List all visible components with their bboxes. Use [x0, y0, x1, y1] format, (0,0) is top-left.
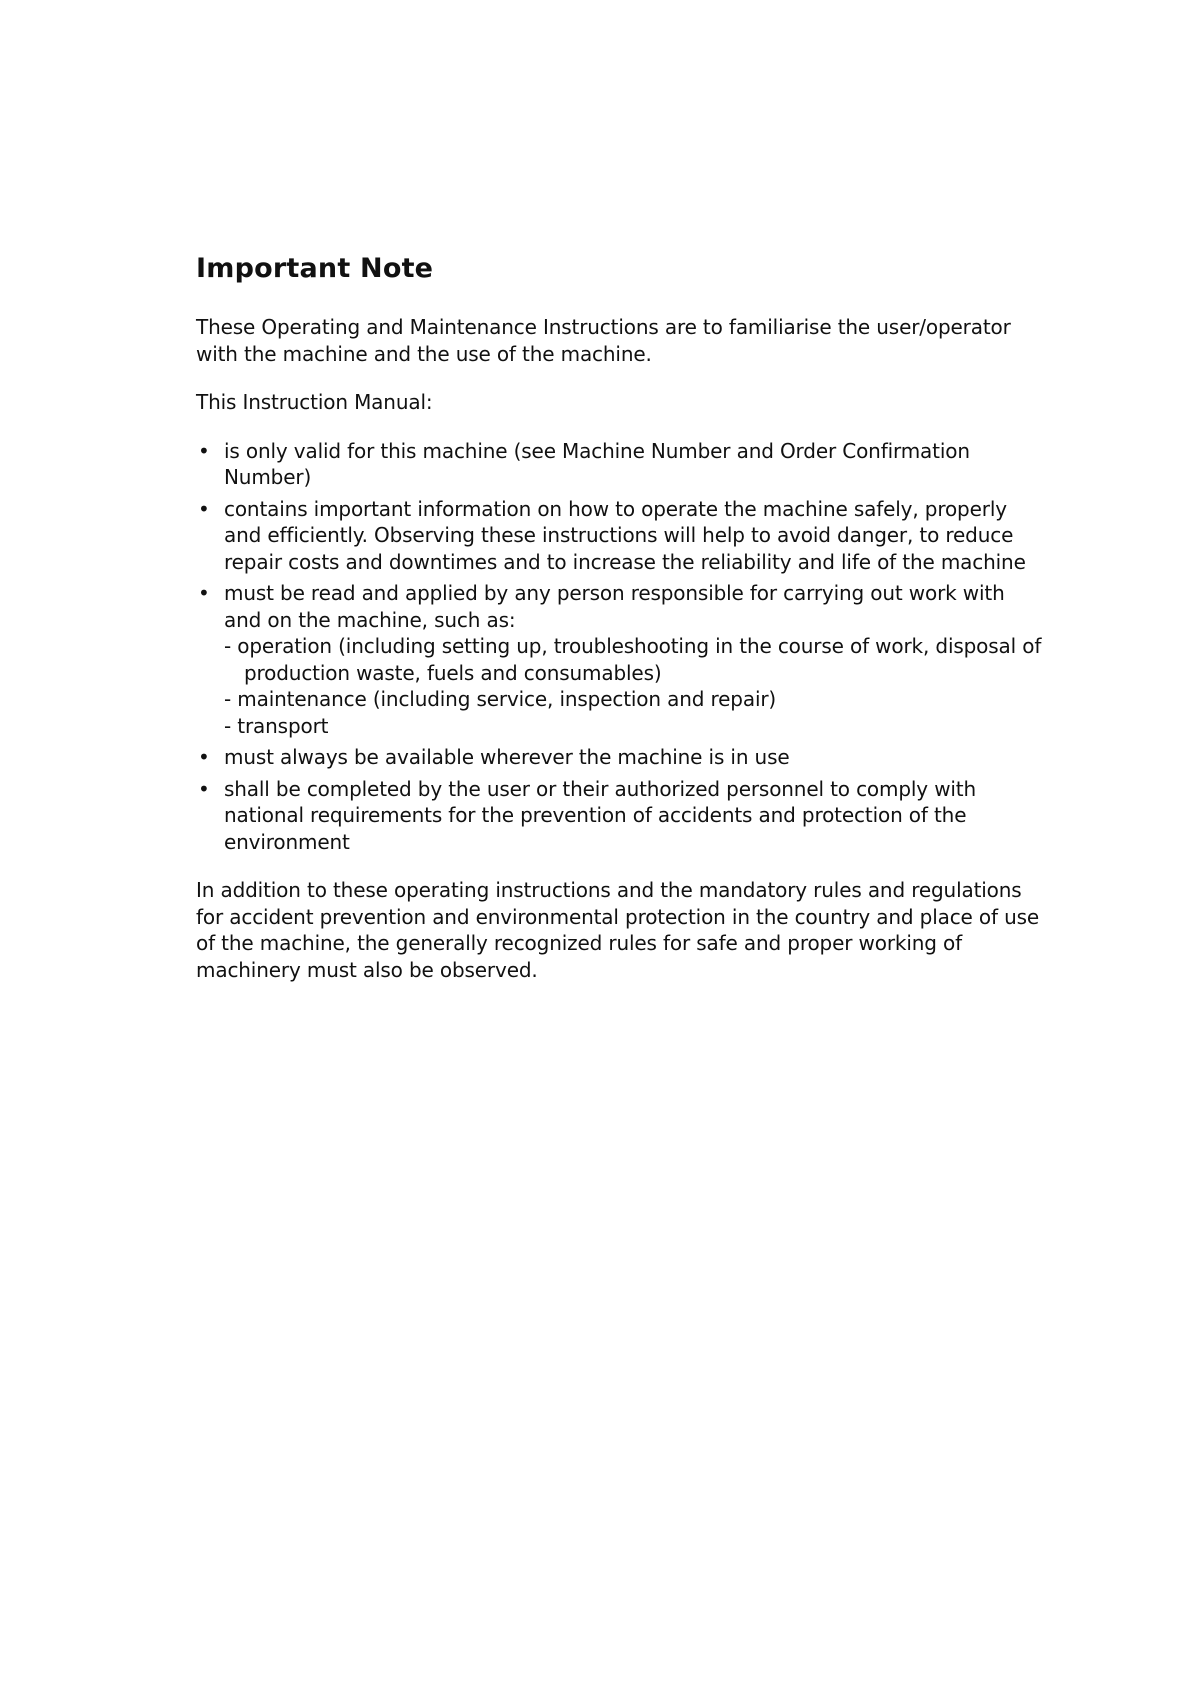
document-page: [196, 252, 1046, 983]
list-item: [196, 496, 1046, 576]
intro-paragraph: These Operating and Maintenance Instructions are to familiarise the user/operator with the machine and the use of the machine.: [196, 315, 1011, 366]
sub-item-maintenance: - maintenance (including service, inspection and repair): [224, 687, 777, 711]
sub-list: [224, 633, 1046, 739]
bullet-marker: •: [198, 438, 210, 463]
page-title: Important Note: [196, 253, 434, 284]
bullet-marker: •: [198, 776, 210, 801]
bullet-marker: •: [198, 496, 210, 521]
list-item: [196, 776, 1046, 856]
list-item: [196, 580, 1046, 739]
bullet-marker: •: [198, 581, 210, 605]
list-item: [196, 744, 1046, 771]
list-item-text: is only valid for this machine (see Machine Number and Order Confirmation Number): [224, 438, 970, 489]
list-item-text: must be read and applied by any person responsible for carrying out work with and on the machine, such as:: [224, 581, 1005, 632]
list-item-text: must always be available wherever the machine is in use: [224, 745, 790, 769]
list-item-text: shall be completed by the user or their authorized personnel to comply with national requirements for the prevention of accidents and protection of the environment: [224, 776, 977, 854]
closing-paragraph: In addition to these operating instructions and the mandatory rules and regulations for accident prevention and environmental protection in the country and place of use of the machine, the generally recognized rules for safe and proper working of machinery must also be observed.: [196, 878, 1040, 982]
bullet-marker: •: [198, 745, 210, 769]
sub-item-transport: - transport: [224, 713, 329, 738]
bullet-list: [196, 438, 1046, 856]
list-item: [196, 438, 1046, 491]
list-item-text: contains important information on how to operate the machine safely, properly and efficiently. Observing these instructions will help to avoid danger, to reduce repair costs and downtimes and to increase the reliability and life of the machine: [224, 496, 1026, 574]
sub-item-operation: - operation (including setting up, troubleshooting in the course of work, disposal of production waste, fuels and consumables): [224, 634, 1042, 685]
manual-label: This Instruction Manual:: [196, 390, 433, 414]
